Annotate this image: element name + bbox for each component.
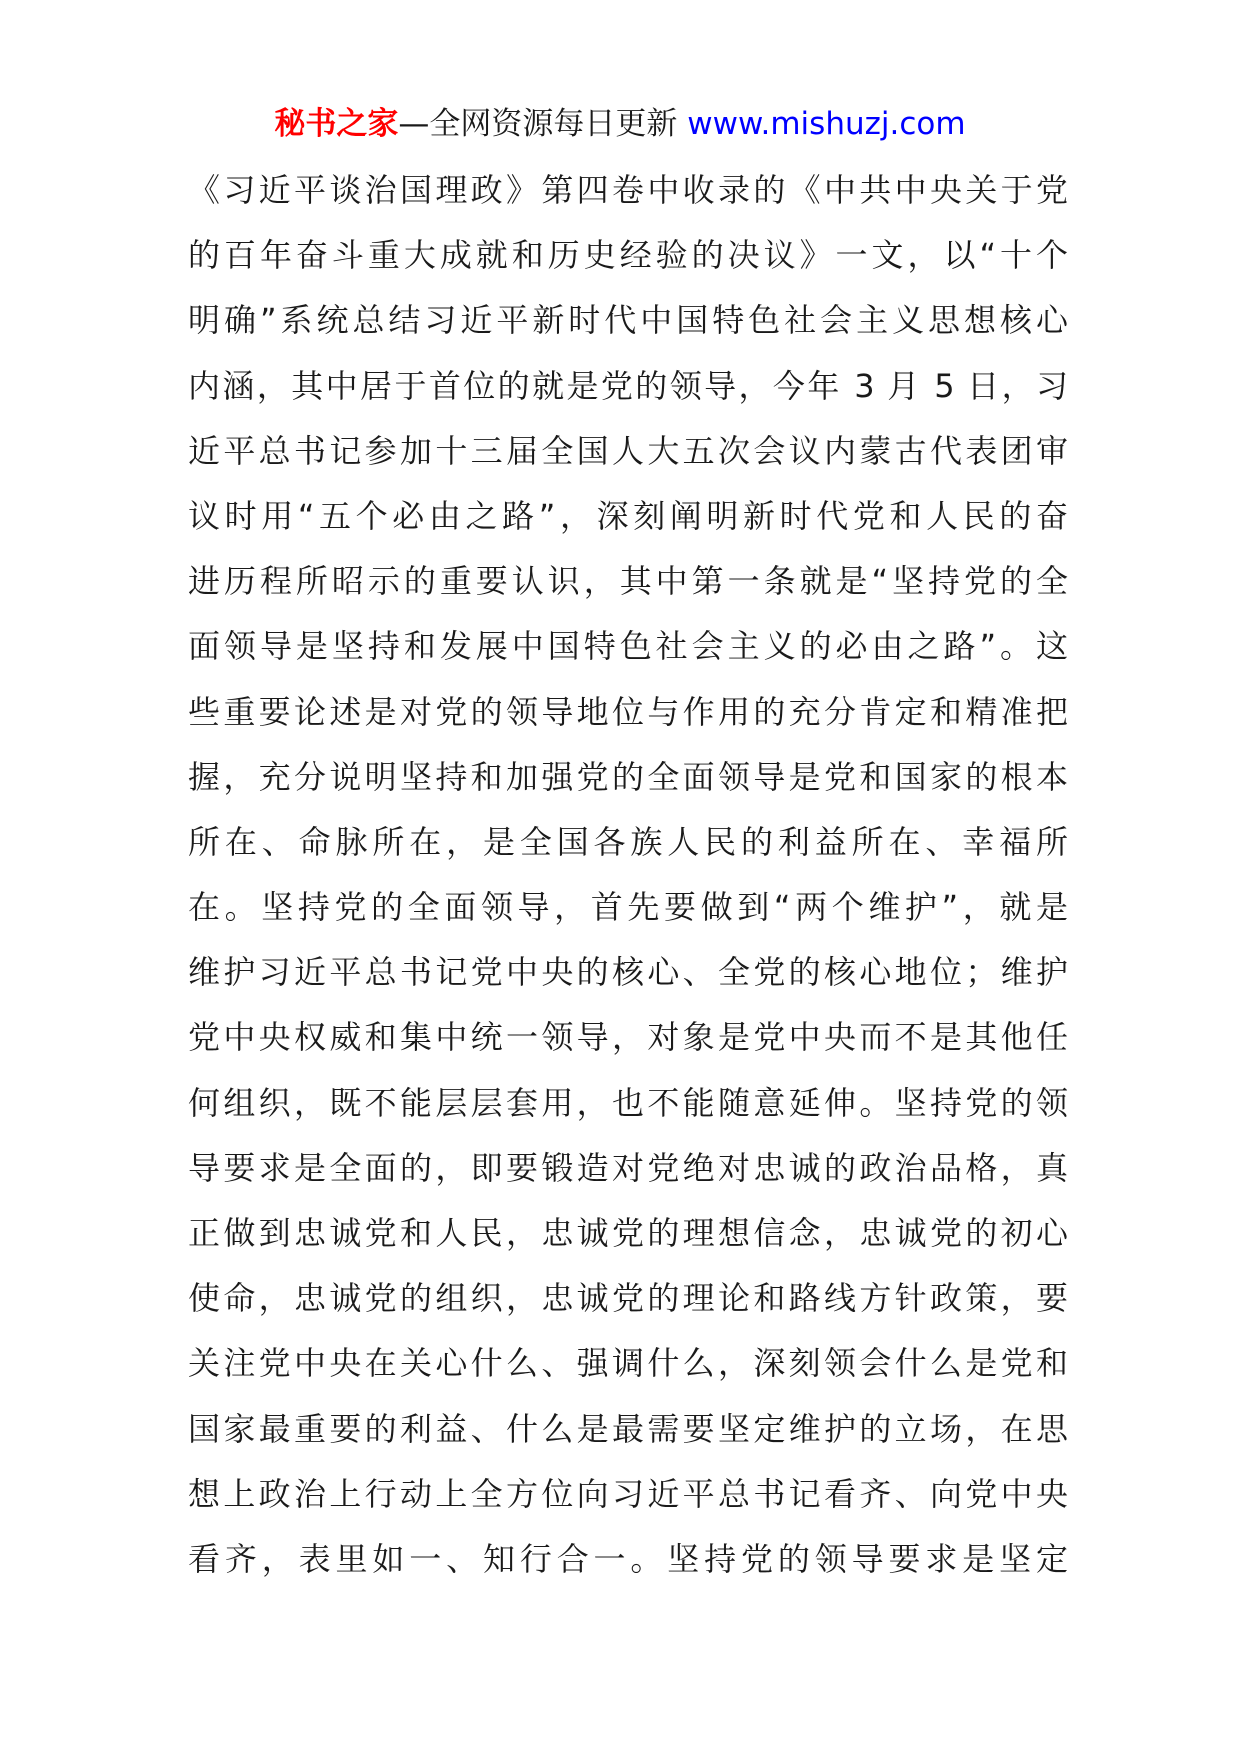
text-line: 的百年奋斗重大成就和历史经验的决议》一文，以“十个 (188, 236, 1068, 275)
text-line: 想上政治上行动上全方位向习近平总书记看齐、向党中央 (188, 1474, 1068, 1513)
text-line: 在。坚持党的全面领导，首先要做到“两个维护”，就是 (188, 888, 1068, 927)
text-line: 握，充分说明坚持和加强党的全面领导是党和国家的根本 (188, 757, 1068, 796)
text-line: 看齐，表里如一、知行合一。坚持党的领导要求是坚定 (188, 1539, 1068, 1578)
text-line: 何组织，既不能层层套用，也不能随意延伸。坚持党的领 (188, 1083, 1068, 1122)
text-line: 正做到忠诚党和人民，忠诚党的理想信念，忠诚党的初心 (188, 1214, 1068, 1252)
text-line: 维护习近平总书记党中央的核心、全党的核心地位；维护 (188, 953, 1068, 992)
text-line: 导要求是全面的，即要锻造对党绝对忠诚的政治品格，真 (188, 1148, 1068, 1187)
text-line: 议时用“五个必由之路”，深刻阐明新时代党和人民的奋 (188, 496, 1068, 535)
text-line: 内涵，其中居于首位的就是党的领导，今年 3 月 5 日，习 (188, 366, 1068, 405)
article-body (188, 158, 1068, 1592)
text-line: 进历程所昭示的重要认识，其中第一条就是“坚持党的全 (188, 562, 1068, 601)
text-line: 近平总书记参加十三届全国人大五次会议内蒙古代表团审 (188, 431, 1068, 470)
text-line: 明确”系统总结习近平新时代中国特色社会主义思想核心 (188, 301, 1068, 340)
text-line: 关注党中央在关心什么、强调什么，深刻领会什么是党和 (188, 1344, 1068, 1383)
site-tagline: —全网资源每日更新 (398, 106, 678, 142)
text-line: 使命，忠诚党的组织，忠诚党的理论和路线方针政策，要 (188, 1279, 1068, 1318)
text-line: 国家最重要的利益、什么是最需要坚定维护的立场，在思 (188, 1409, 1068, 1448)
text-line: 党中央权威和集中统一领导，对象是党中央而不是其他任 (188, 1018, 1068, 1057)
text-line: 《习近平谈治国理政》第四卷中收录的《中共中央关于党 (188, 171, 1068, 209)
text-line: 所在、命脉所在，是全国各族人民的利益所在、幸福所 (188, 822, 1068, 861)
text-line: 面领导是坚持和发展中国特色社会主义的必由之路”。这 (188, 627, 1068, 666)
site-brand: 秘书之家 (274, 106, 399, 142)
site-url-link[interactable]: www.mishuzj.com (687, 106, 966, 142)
text-line: 些重要论述是对党的领导地位与作用的充分肯定和精准把 (188, 692, 1068, 731)
page-header (0, 102, 1240, 146)
